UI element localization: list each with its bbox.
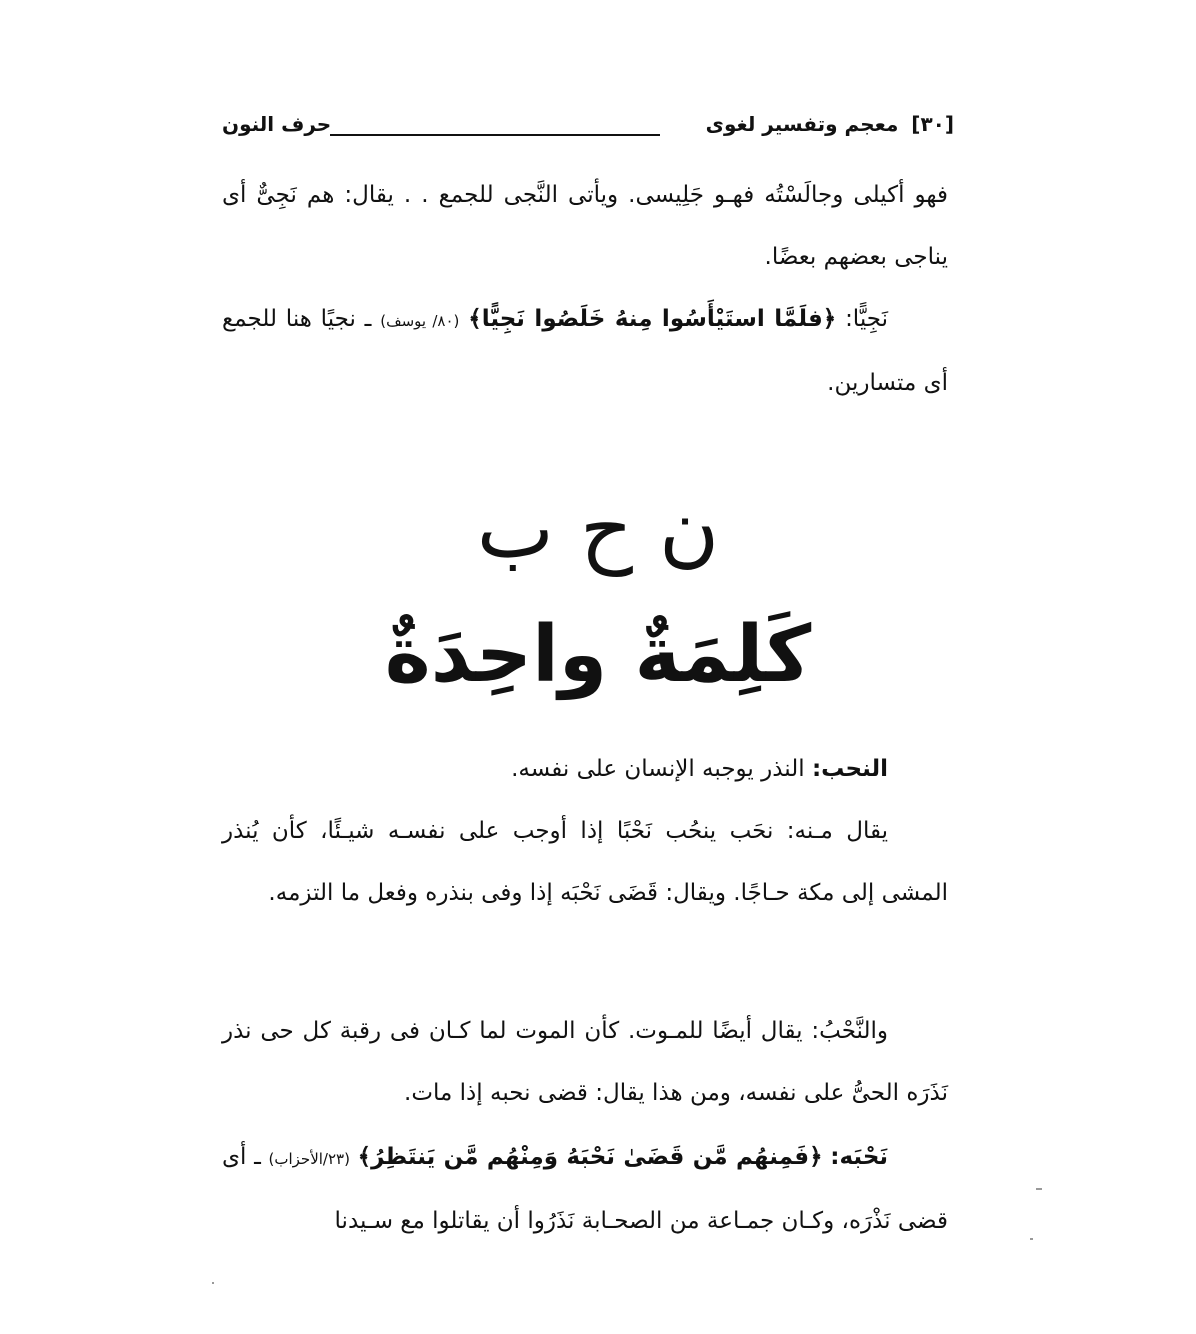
entry-term: النحب: — [811, 756, 888, 782]
entry-text: ـ أى قضى نَذْرَه، وكـان جمـاعة من الصحـابة نَذَرُوا أن يقاتلوا مع سـيدنا — [222, 1144, 948, 1234]
paragraph-text: يقال مـنه: نحَب ينحُب نَحْبًا إذا أوجب على نفسـه شيـئًا، كأن يُنذر المشى إلى مكة حـاجًا. ويقال: قَضَى نَحْبَه إذا وفى بنذره وفعل ما التزمه. — [222, 818, 948, 906]
header-title-block — [706, 112, 954, 136]
entry-term: نَحْبَه: — [830, 1144, 889, 1170]
scan-speck — [1030, 1238, 1033, 1240]
entry-term: والنَّحْبُ: — [811, 1018, 888, 1044]
running-header — [222, 112, 954, 148]
entry-nahbah — [222, 1126, 948, 1252]
book-title: معجم وتفسير لغوى — [705, 112, 899, 136]
page-number: [٣٠] — [911, 112, 954, 136]
paragraph-usage — [222, 800, 948, 924]
root-heading: ن ح ب — [476, 482, 720, 577]
entry-text: النذر يوجبه الإنسان على نفسه. — [511, 756, 805, 782]
entry-nahb-definition — [222, 738, 948, 800]
quran-quote: ﴿فلَمَّا استَيْأَسُوا مِنهُ خَلَصُوا نَجِيًّا﴾ — [468, 306, 837, 332]
verse-reference: (٢٣/الأحزاب) — [268, 1150, 350, 1168]
paragraph-continuation — [222, 164, 948, 288]
entry-term: نَجِيًّا: — [845, 306, 889, 332]
entry-text: يقال أيضًا للمـوت. كأن الموت لما كـان فى رقبة كل حى نذر نَذَرَه الحىُّ على نفسه، ومن هذا يقال: قضى نحبه إذا مات. — [222, 1018, 948, 1106]
header-rule — [330, 134, 660, 136]
section-name: حرف النون — [222, 112, 332, 136]
verse-reference: (٨٠/ يوسف) — [380, 312, 460, 330]
root-subheading: كَلِمَةٌ واحِدَةٌ — [384, 610, 812, 700]
quran-quote: ﴿فَمِنهُم مَّن قَضَىٰ نَحْبَهُ وَمِنْهُم مَّن يَنتَظِرُ﴾ — [357, 1144, 823, 1170]
entry-death-meaning — [222, 1000, 948, 1124]
paragraph-text: فهو أكيلى وجالَسْتُه فهـو جَلِيسى. ويأتى النَّجى للجمع . . يقال: هم نَجِىٌّ أى يناجى بعضهم بعضًا. — [222, 182, 948, 270]
entry-najiyyan — [222, 288, 948, 414]
entry-text: ـ نجيًا هنا للجمع أى متسارين. — [222, 306, 948, 396]
scan-speck — [212, 1282, 214, 1284]
scan-speck — [1036, 1188, 1042, 1190]
